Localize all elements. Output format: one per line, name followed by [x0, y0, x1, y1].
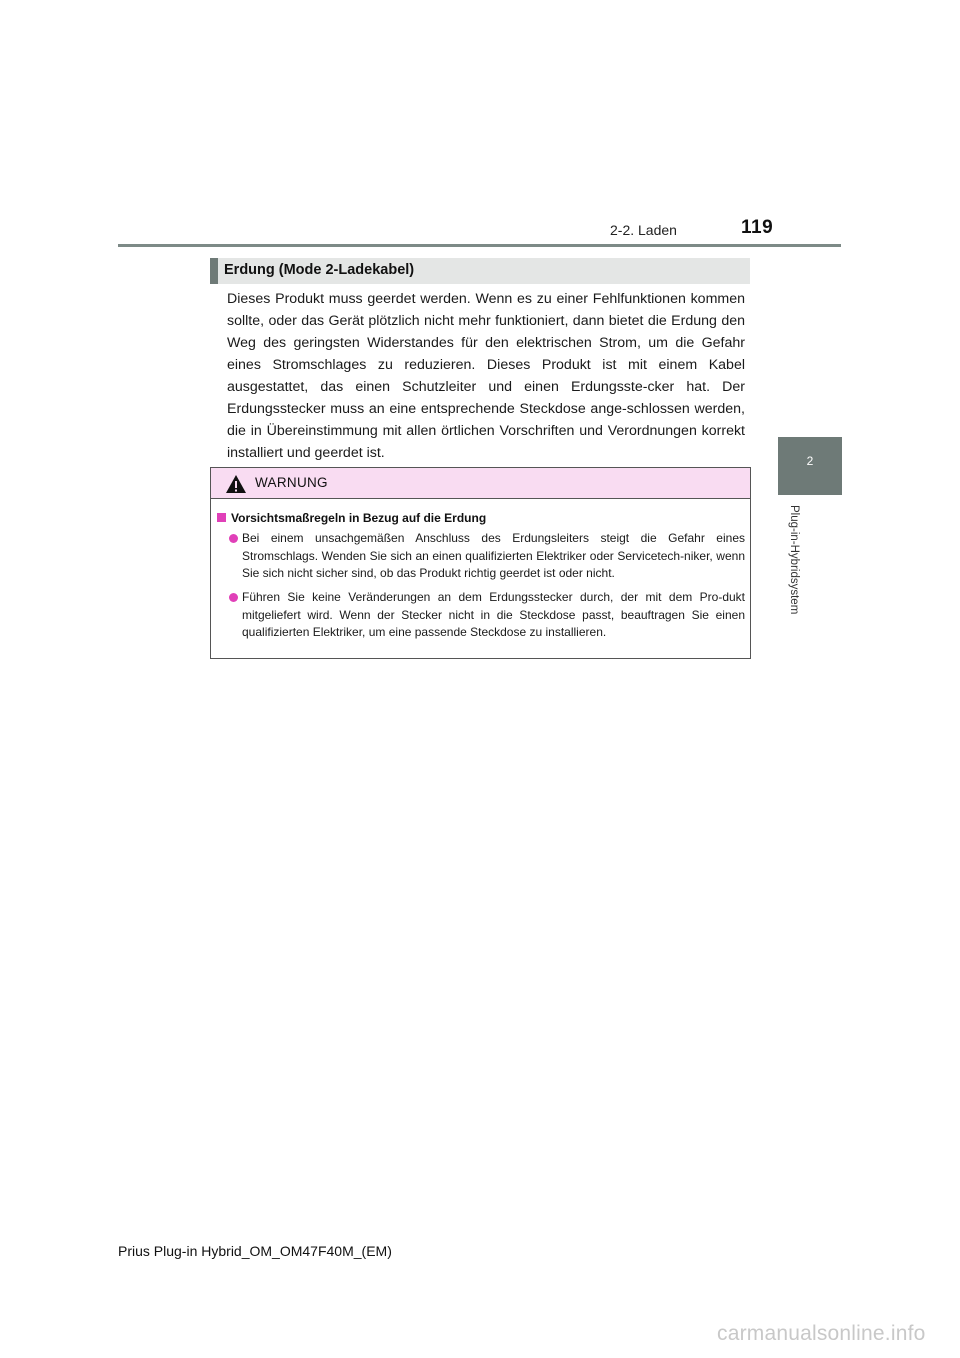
warning-item-heading [217, 511, 486, 525]
footer-document-id: Prius Plug-in Hybrid_OM_OM47F40M_(EM) [118, 1243, 392, 1259]
warning-bullet [229, 589, 745, 642]
page-number: 119 [741, 217, 774, 238]
section-body-paragraph: Dieses Produkt muss geerdet werden. Wenn es zu einer Fehlfunktionen kommen sollte, oder das Gerät plötzlich nicht mehr funktioniert, dann bietet die Erdung den Weg des geringsten Widerstandes für den elektrischen Strom, um die Gefahr eines Stromschlages zu reduzieren. Dieses Produkt ist mit einem Kabel ausgestattet, das einen Schutzleiter und einen Erdungsste-cker hat. Der Erdungsstecker muss an eine entsprechende Steckdose ange-schlossen werden, die in Übereinstimmung mit allen örtlichen Vorschriften und Verordnungen korrekt installiert und geerdet ist. [227, 291, 745, 461]
warning-title: WARNUNG [255, 475, 328, 490]
chapter-tab-number: 2 [806, 454, 814, 468]
warning-triangle-icon [225, 474, 247, 494]
warning-bullet-text: Bei einem unsachgemäßen Anschluss des Erdungsleiters steigt die Gefahr eines Stromschlags. Wenden Sie sich an einen qualifizierten Elektriker oder Servicetech-niker, wenn Sie sich nicht sicher sind, ob das Produkt richtig geerdet ist oder nicht. [242, 531, 745, 580]
warning-item-heading-text: Vorsichtsmaßregeln in Bezug auf die Erdung [231, 511, 487, 525]
square-bullet-icon [217, 513, 226, 522]
round-bullet-icon [229, 593, 238, 602]
section-heading-bar [210, 258, 218, 284]
warning-header [211, 468, 750, 499]
section-heading [210, 258, 750, 284]
header-divider [118, 244, 841, 247]
chapter-tab[interactable] [778, 437, 842, 495]
round-bullet-icon [229, 534, 238, 543]
warning-box [210, 467, 751, 659]
warning-bullet [229, 530, 745, 583]
chapter-side-label-text: Plug-in-Hybridsystem [788, 505, 800, 615]
header-section-title: 2-2. Laden [610, 222, 677, 238]
section-heading-title: Erdung (Mode 2-Ladekabel) [224, 262, 415, 278]
warning-bullet-text: Führen Sie keine Veränderungen an dem Erdungsstecker durch, der mit dem Pro-dukt mitgeliefert wird. Wenn der Stecker nicht in die Steckdose passt, beauftragen Sie einen qualifizierten Elektriker, um eine passende Steckdose zu installieren. [242, 590, 745, 639]
chapter-side-label [788, 505, 808, 630]
watermark: carmanualsonline.info [717, 1322, 926, 1345]
